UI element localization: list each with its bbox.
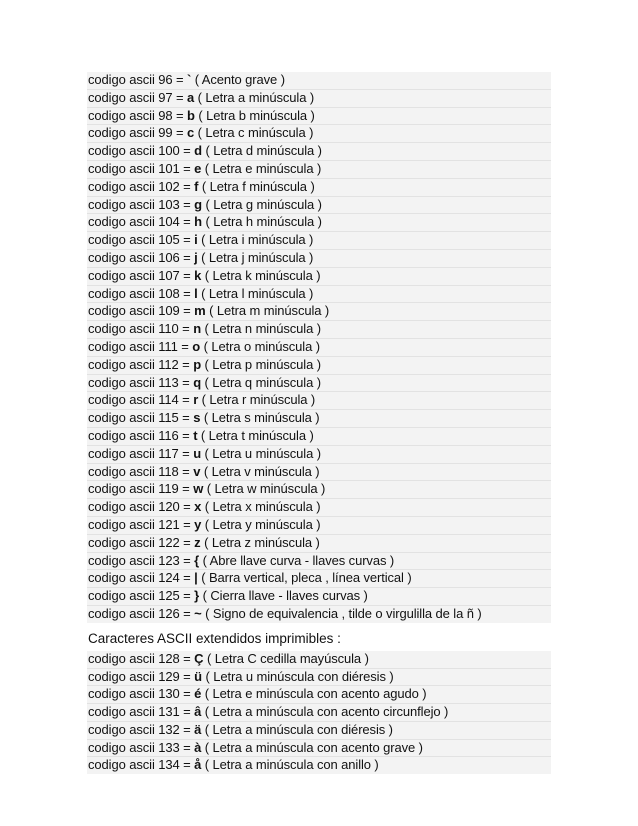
character-description: ( Letra a minúscula con diéresis ) <box>201 721 393 737</box>
code-prefix: codigo ascii 111 = <box>88 338 193 354</box>
code-prefix: codigo ascii 107 = <box>88 267 195 283</box>
table-row <box>87 570 551 587</box>
character-description: ( Barra vertical, pleca , línea vertical ) <box>197 570 412 586</box>
code-prefix: codigo ascii 118 = <box>88 463 194 479</box>
code-prefix: codigo ascii 126 = <box>88 605 195 621</box>
ascii-character: b <box>187 107 195 123</box>
ascii-character: â <box>194 704 202 720</box>
table-row <box>87 481 551 498</box>
character-description: ( Letra x minúscula ) <box>201 499 321 515</box>
character-description: ( Acento grave ) <box>191 72 285 87</box>
ascii-character: ä <box>194 721 202 737</box>
table-row <box>87 250 551 267</box>
code-prefix: codigo ascii 99 = <box>88 125 188 141</box>
character-description: ( Letra u minúscula ) <box>201 445 321 461</box>
ascii-character: k <box>194 267 202 283</box>
ascii-character: à <box>194 739 202 755</box>
ascii-character: u <box>193 445 202 461</box>
code-prefix: codigo ascii 114 = <box>88 392 194 408</box>
code-prefix: codigo ascii 131 = <box>88 704 195 720</box>
table-row <box>87 535 551 552</box>
character-description: ( Letra i minúscula ) <box>197 232 314 248</box>
code-prefix: codigo ascii 123 = <box>88 552 195 568</box>
code-prefix: codigo ascii 120 = <box>88 499 195 515</box>
code-prefix: codigo ascii 112 = <box>88 356 194 372</box>
section-heading: Caracteres ASCII extendidos imprimibles : <box>88 630 341 646</box>
ascii-character: s <box>193 410 201 426</box>
ascii-character: x <box>194 499 202 515</box>
table-row <box>87 143 551 160</box>
ascii-character: f <box>194 178 199 194</box>
code-prefix: codigo ascii 129 = <box>88 668 195 684</box>
code-prefix: codigo ascii 132 = <box>88 721 195 737</box>
ascii-character: c <box>187 125 195 141</box>
code-prefix: codigo ascii 109 = <box>88 303 195 319</box>
table-row <box>87 588 551 605</box>
code-prefix: codigo ascii 97 = <box>88 89 188 105</box>
ascii-character: z <box>194 534 201 550</box>
code-prefix: codigo ascii 117 = <box>88 445 194 461</box>
ascii-character: a <box>187 89 195 105</box>
table-row <box>87 232 551 249</box>
character-description: ( Letra a minúscula con anillo ) <box>201 757 379 773</box>
character-description: ( Letra t minúscula ) <box>197 427 314 443</box>
table-row <box>87 268 551 285</box>
ascii-character: ` <box>187 72 192 87</box>
ascii-character: Ç <box>194 650 204 666</box>
table-row <box>87 90 551 107</box>
ascii-character: ü <box>194 668 202 684</box>
character-description: ( Letra l minúscula ) <box>197 285 314 301</box>
table-row <box>87 410 551 427</box>
code-prefix: codigo ascii 98 = <box>88 107 188 123</box>
code-prefix: codigo ascii 113 = <box>88 374 194 390</box>
ascii-character: i <box>194 232 198 248</box>
table-row <box>87 392 551 409</box>
table-row <box>87 669 551 686</box>
ascii-character: t <box>193 427 198 443</box>
code-prefix: codigo ascii 102 = <box>88 178 195 194</box>
character-description: ( Letra C cedilla mayúscula ) <box>203 650 369 666</box>
ascii-character: n <box>193 321 202 337</box>
table-row <box>87 286 551 303</box>
code-prefix: codigo ascii 133 = <box>88 739 195 755</box>
code-prefix: codigo ascii 101 = <box>88 160 195 176</box>
table-row <box>87 197 551 214</box>
table-row <box>87 686 551 703</box>
code-prefix: codigo ascii 134 = <box>88 757 195 773</box>
code-prefix: codigo ascii 119 = <box>88 481 194 497</box>
character-description: ( Letra c minúscula ) <box>194 125 314 141</box>
character-description: ( Letra g minúscula ) <box>202 196 322 212</box>
character-description: ( Letra a minúscula con acento grave ) <box>201 739 423 755</box>
ascii-character: é <box>194 686 202 702</box>
character-description: ( Letra p minúscula ) <box>201 356 321 372</box>
character-description: ( Letra j minúscula ) <box>197 249 314 265</box>
code-prefix: codigo ascii 96 = <box>88 72 188 87</box>
ascii-character: e <box>194 160 202 176</box>
character-description: ( Letra k minúscula ) <box>201 267 321 283</box>
table-row <box>87 757 551 774</box>
code-prefix: codigo ascii 100 = <box>88 143 195 159</box>
character-description: ( Letra a minúscula ) <box>194 89 315 105</box>
character-description: ( Letra y minúscula ) <box>201 516 321 532</box>
character-description: ( Letra h minúscula ) <box>202 214 322 230</box>
ascii-character: å <box>194 757 202 773</box>
character-description: ( Letra a minúscula con acento circunflejo ) <box>201 704 449 720</box>
ascii-character: q <box>193 374 202 390</box>
character-description: ( Letra u minúscula con diéresis ) <box>202 668 394 684</box>
code-prefix: codigo ascii 106 = <box>88 249 195 265</box>
ascii-character: r <box>193 392 199 408</box>
table-row <box>87 108 551 125</box>
character-description: ( Letra z minúscula ) <box>200 534 320 550</box>
code-prefix: codigo ascii 128 = <box>88 650 195 666</box>
ascii-character: h <box>194 214 202 230</box>
ascii-character: | <box>194 570 198 586</box>
character-description: ( Letra o minúscula ) <box>200 338 320 354</box>
ascii-character: { <box>194 552 200 568</box>
table-row <box>87 321 551 338</box>
character-description: ( Letra n minúscula ) <box>201 321 321 337</box>
character-description: ( Letra r minúscula ) <box>198 392 316 408</box>
character-description: ( Cierra llave - llaves curvas ) <box>199 588 368 604</box>
table-row <box>87 125 551 142</box>
code-prefix: codigo ascii 105 = <box>88 232 195 248</box>
ascii-character: p <box>193 356 202 372</box>
ascii-character: o <box>192 338 201 354</box>
table-row <box>87 606 551 623</box>
ascii-character: } <box>194 588 200 604</box>
table-row <box>87 517 551 534</box>
ascii-character: m <box>194 303 206 319</box>
ascii-character: v <box>193 463 201 479</box>
table-row <box>87 651 551 668</box>
table-row <box>87 339 551 356</box>
character-description: ( Letra e minúscula ) <box>201 160 322 176</box>
character-description: ( Letra w minúscula ) <box>203 481 326 497</box>
ascii-table-extended <box>87 651 551 775</box>
table-row <box>87 464 551 481</box>
table-row <box>87 357 551 374</box>
ascii-character: w <box>193 481 204 497</box>
character-description: ( Letra d minúscula ) <box>202 143 322 159</box>
character-description: ( Letra v minúscula ) <box>200 463 320 479</box>
code-prefix: codigo ascii 115 = <box>88 410 194 426</box>
table-row <box>87 446 551 463</box>
character-description: ( Letra m minúscula ) <box>205 303 330 319</box>
code-prefix: codigo ascii 124 = <box>88 570 195 586</box>
code-prefix: codigo ascii 125 = <box>88 588 195 604</box>
character-description: ( Letra q minúscula ) <box>201 374 321 390</box>
character-description: ( Letra f minúscula ) <box>198 178 315 194</box>
code-prefix: codigo ascii 116 = <box>88 427 194 443</box>
code-prefix: codigo ascii 121 = <box>88 516 195 532</box>
ascii-character: l <box>194 285 198 301</box>
table-row <box>87 740 551 757</box>
character-description: ( Letra b minúscula ) <box>194 107 315 123</box>
table-row <box>87 428 551 445</box>
ascii-character: j <box>194 249 198 265</box>
table-row <box>87 722 551 739</box>
table-row <box>87 214 551 231</box>
character-description: ( Letra s minúscula ) <box>200 410 320 426</box>
table-row <box>87 72 551 89</box>
table-row <box>87 179 551 196</box>
document-page <box>87 72 551 774</box>
table-row <box>87 553 551 570</box>
table-row <box>87 499 551 516</box>
table-row <box>87 704 551 721</box>
code-prefix: codigo ascii 130 = <box>88 686 195 702</box>
code-prefix: codigo ascii 122 = <box>88 534 195 550</box>
character-description: ( Signo de equivalencia , tilde o virgulilla de la ñ ) <box>201 605 482 621</box>
ascii-character: y <box>194 516 202 532</box>
code-prefix: codigo ascii 104 = <box>88 214 195 230</box>
ascii-character: d <box>194 143 202 159</box>
table-row <box>87 161 551 178</box>
code-prefix: codigo ascii 108 = <box>88 285 195 301</box>
ascii-table-standard <box>87 72 551 623</box>
table-row <box>87 303 551 320</box>
code-prefix: codigo ascii 103 = <box>88 196 195 212</box>
ascii-character: g <box>194 196 202 212</box>
code-prefix: codigo ascii 110 = <box>88 321 194 337</box>
character-description: ( Letra e minúscula con acento agudo ) <box>201 686 427 702</box>
character-description: ( Abre llave curva - llaves curvas ) <box>199 552 395 568</box>
table-row <box>87 375 551 392</box>
ascii-character: ~ <box>194 605 202 621</box>
